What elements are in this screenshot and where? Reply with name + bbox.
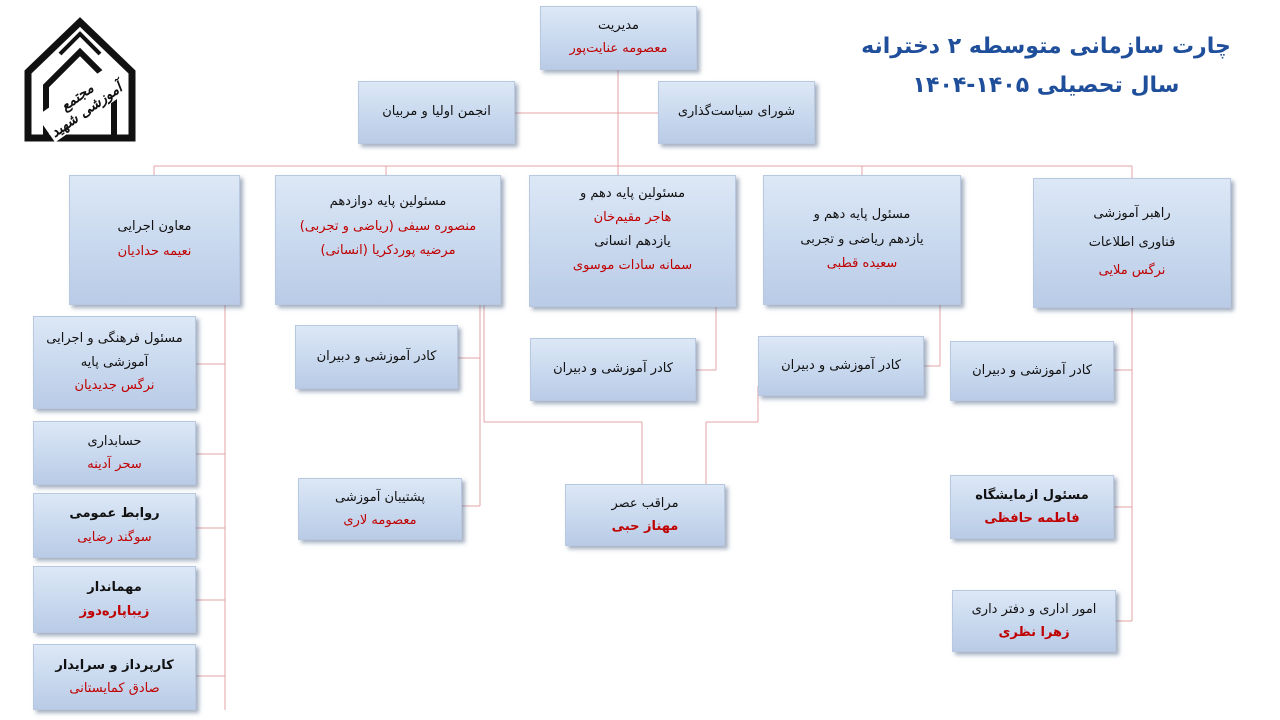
policy-council-box[interactable]	[658, 81, 815, 144]
parents-association-label: انجمن اولیا و مربیان	[382, 104, 491, 120]
school-logo	[24, 14, 136, 146]
grade12-line3: مرضیه پوردکریا (انسانی)	[320, 243, 456, 259]
lab-officer-box[interactable]	[950, 475, 1114, 539]
grade12-support-box[interactable]	[298, 478, 462, 540]
grade10-11-box[interactable]	[763, 175, 961, 305]
grade10-11-line2: یازدهم ریاضی و تجربی	[800, 231, 924, 247]
it-teachers-label: کادر آموزشی و دبیران	[972, 362, 1092, 378]
grade12-box[interactable]	[275, 175, 501, 305]
lab-officer-name: فاطمه حافظی	[984, 511, 1080, 526]
cultural-officer-role: مسئول فرهنگی و اجرایی آموزشی پایه	[46, 331, 183, 370]
office-affairs-box[interactable]	[952, 590, 1116, 652]
cultural-officer-box[interactable]	[33, 316, 196, 409]
grade10-line3: یازدهم انسانی	[594, 234, 671, 250]
it-leader-line1: راهبر آموزشی	[1093, 206, 1171, 222]
grade10-line1: مسئولین پایه دهم و	[579, 186, 686, 201]
public-relations-role: روابط عمومی	[69, 506, 160, 522]
host-role: مهماندار	[87, 580, 142, 596]
public-relations-name: سوگند رضایی	[77, 529, 152, 545]
management-role: مدیریت	[598, 18, 639, 34]
it-teachers-box[interactable]	[950, 341, 1114, 401]
parents-association-box[interactable]	[358, 81, 515, 144]
grade10-line4: سمانه سادات موسوی	[572, 258, 693, 274]
policy-council-label: شورای سیاست‌گذاری	[677, 104, 796, 120]
grade10-line2: هاجر مقیم‌خان	[593, 210, 672, 226]
it-leader-line2: فناوری اطلاعات	[1088, 234, 1176, 250]
cultural-officer-name: نرگس جدیدیان	[74, 378, 155, 394]
grade12-line2: منصوره سیفی (ریاضی و تجربی)	[299, 218, 477, 234]
management-name: معصومه عنایت‌پور	[569, 41, 668, 56]
grade12-support-role: پشتیبان آموزشی	[335, 489, 425, 505]
afternoon-supervisor-name: مهناز حبی	[611, 519, 679, 534]
grade10-11-teachers-label: کادر آموزشی و دبیران	[781, 357, 901, 373]
logo-text: مجتمع آموزشی شهید	[37, 66, 127, 143]
grade10-teachers-label: کادر آموزشی و دبیران	[553, 361, 673, 377]
procurement-box[interactable]	[33, 644, 196, 710]
procurement-name: صادق کمایستانی	[69, 681, 160, 696]
it-leader-name: نرگس ملایی	[1098, 263, 1166, 279]
grade12-teachers-label: کادر آموزشی و دبیران	[316, 348, 437, 364]
accounting-box[interactable]	[33, 421, 196, 485]
host-box[interactable]	[33, 566, 196, 633]
procurement-role: کارپرداز و سرایدار	[55, 657, 174, 673]
grade10-11-name: سعیده قطبی	[826, 256, 898, 272]
afternoon-supervisor-box[interactable]	[565, 484, 725, 546]
executive-deputy-name: نعیمه حدادیان	[117, 244, 192, 259]
grade12-support-name: معصومه لاری	[343, 513, 417, 528]
title-line-1: چارت سازمانی متوسطه ۲ دخترانه	[861, 34, 1231, 59]
office-affairs-role: امور اداری و دفتر داری	[971, 601, 1097, 617]
accounting-role: حسابداری	[87, 433, 142, 449]
grade10-11-line1: مسئول پایه دهم و	[813, 206, 911, 222]
grade10-teachers-box[interactable]	[530, 338, 696, 401]
executive-deputy-box[interactable]	[69, 175, 240, 305]
grade12-role: مسئولین پایه دوازدهم	[329, 194, 447, 209]
it-leader-box[interactable]	[1033, 178, 1231, 308]
public-relations-box[interactable]	[33, 493, 196, 558]
executive-deputy-role: معاون اجرایی	[117, 219, 192, 235]
lab-officer-role: مسئول ازمایشگاه	[975, 487, 1089, 503]
office-affairs-name: زهرا نظری	[998, 625, 1070, 640]
host-name: زیباپاره‌دوز	[79, 603, 150, 619]
grade10-11-teachers-box[interactable]	[758, 336, 924, 396]
grade12-teachers-box[interactable]	[295, 325, 458, 389]
grade10-box[interactable]	[529, 175, 736, 307]
management-box[interactable]	[540, 6, 697, 70]
title-line-2: سال تحصیلی ۱۴۰۵-۱۴۰۴	[912, 72, 1180, 98]
chart-title	[856, 28, 1236, 105]
accounting-name: سحر آدینه	[87, 457, 142, 472]
afternoon-supervisor-role: مراقب عصر	[611, 495, 679, 511]
